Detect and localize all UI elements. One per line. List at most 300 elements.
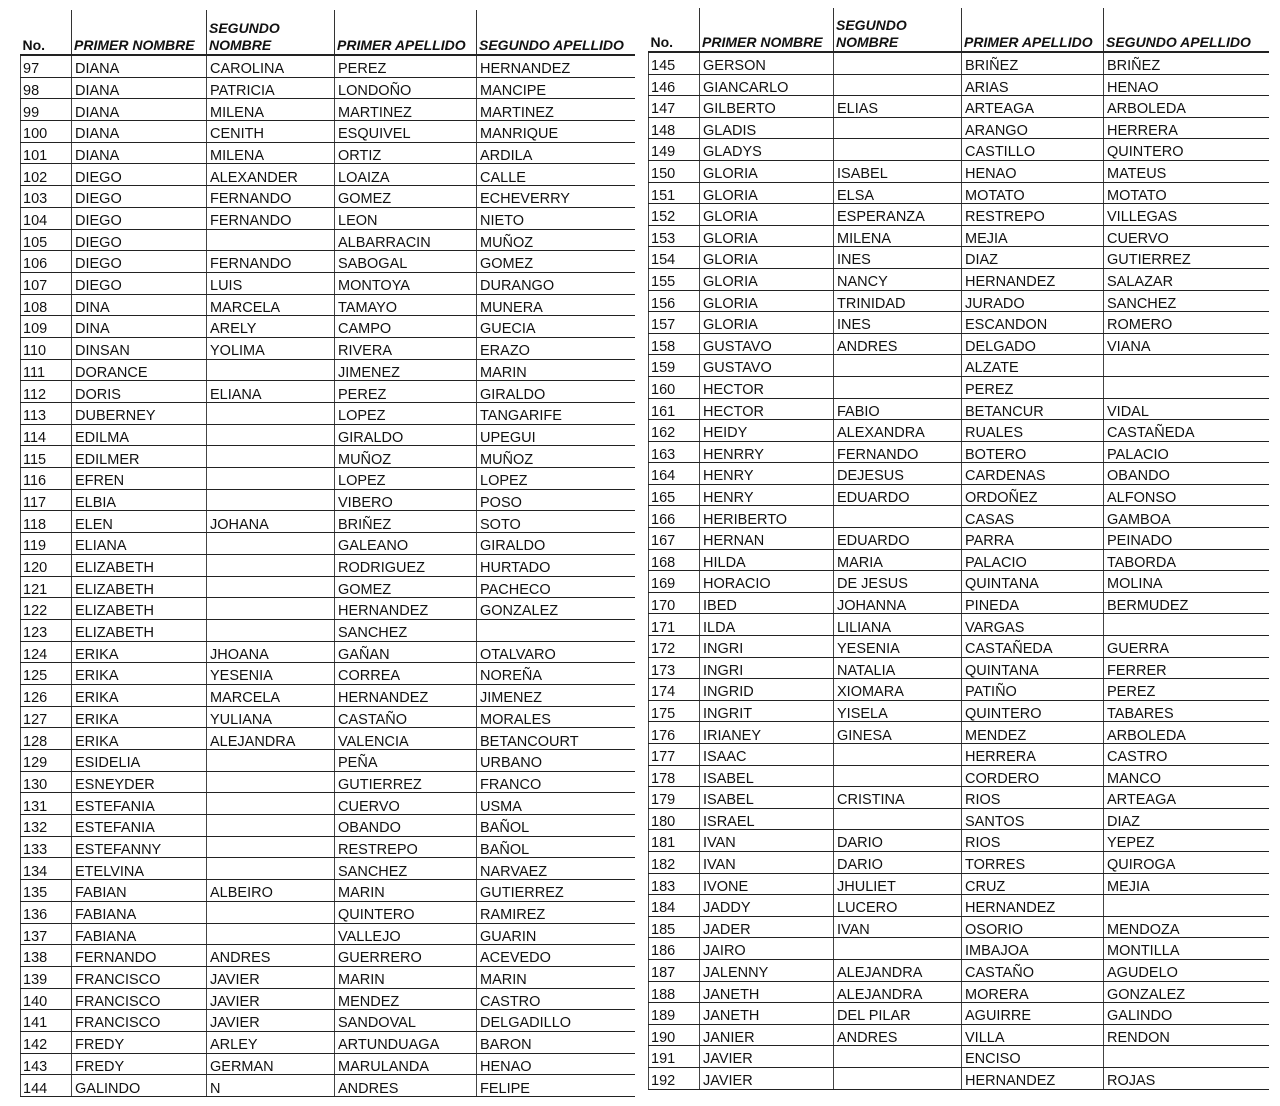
table-row: [649, 895, 1269, 917]
cell-segundo-nombre: MILENA: [207, 99, 335, 121]
cell-segundo-apellido: TABORDA: [1104, 549, 1269, 571]
table-row: [21, 880, 635, 902]
cell-segundo-nombre: FERNANDO: [207, 251, 335, 273]
table-row: [21, 489, 635, 511]
cell-no: 152: [649, 204, 700, 226]
cell-no: 165: [649, 484, 700, 506]
header-segundo-apellido: SEGUNDO APELLIDO: [1104, 8, 1269, 52]
cell-primer-nombre: DIANA: [72, 99, 207, 121]
cell-segundo-nombre: JAVIER: [207, 966, 335, 988]
cell-segundo-apellido: GUARIN: [477, 923, 635, 945]
cell-primer-apellido: MARIN: [335, 880, 477, 902]
cell-primer-apellido: LOPEZ: [335, 468, 477, 490]
cell-segundo-nombre: INES: [834, 247, 962, 269]
cell-primer-nombre: ERIKA: [72, 684, 207, 706]
cell-segundo-apellido: MEJIA: [1104, 873, 1269, 895]
table-row: [649, 139, 1269, 161]
cell-primer-nombre: HILDA: [700, 549, 834, 571]
table-row: [21, 641, 635, 663]
cell-segundo-nombre: ALEJANDRA: [207, 728, 335, 750]
table-row: [649, 700, 1269, 722]
cell-no: 138: [21, 945, 72, 967]
cell-primer-apellido: MENDEZ: [335, 988, 477, 1010]
cell-segundo-nombre: ANDRES: [207, 945, 335, 967]
cell-segundo-nombre: [207, 424, 335, 446]
cell-segundo-apellido: NIETO: [477, 207, 635, 229]
cell-primer-apellido: GUTIERREZ: [335, 771, 477, 793]
cell-primer-nombre: HENRY: [700, 484, 834, 506]
cell-segundo-nombre: [207, 793, 335, 815]
cell-segundo-nombre: [207, 750, 335, 772]
cell-segundo-apellido: FRANCO: [477, 771, 635, 793]
cell-primer-nombre: GUSTAVO: [700, 333, 834, 355]
cell-segundo-apellido: OTALVARO: [477, 641, 635, 663]
cell-primer-apellido: QUINTERO: [335, 901, 477, 923]
cell-primer-apellido: BRIÑEZ: [962, 52, 1104, 74]
table-row: [21, 511, 635, 533]
table-row: [649, 333, 1269, 355]
cell-segundo-apellido: ARBOLEDA: [1104, 96, 1269, 118]
cell-primer-apellido: ALBARRACIN: [335, 229, 477, 251]
cell-no: 100: [21, 121, 72, 143]
cell-segundo-apellido: DURANGO: [477, 272, 635, 294]
table-row: [21, 750, 635, 772]
cell-primer-apellido: HENAO: [962, 160, 1104, 182]
cell-primer-nombre: HERIBERTO: [700, 506, 834, 528]
cell-primer-nombre: ESTEFANNY: [72, 836, 207, 858]
cell-primer-nombre: DINA: [72, 316, 207, 338]
table-row: [21, 771, 635, 793]
cell-primer-apellido: QUINTANA: [962, 657, 1104, 679]
cell-segundo-apellido: OBANDO: [1104, 463, 1269, 485]
cell-segundo-apellido: USMA: [477, 793, 635, 815]
cell-primer-apellido: CORREA: [335, 663, 477, 685]
cell-primer-nombre: ISRAEL: [700, 808, 834, 830]
cell-segundo-nombre: FERNANDO: [207, 207, 335, 229]
cell-segundo-apellido: PEREZ: [1104, 679, 1269, 701]
table-row: [649, 938, 1269, 960]
cell-segundo-nombre: DE JESUS: [834, 571, 962, 593]
cell-primer-nombre: DIANA: [72, 77, 207, 99]
cell-segundo-apellido: MARTINEZ: [477, 99, 635, 121]
cell-no: 108: [21, 294, 72, 316]
cell-no: 139: [21, 966, 72, 988]
cell-primer-nombre: DINSAN: [72, 337, 207, 359]
cell-primer-apellido: TAMAYO: [335, 294, 477, 316]
cell-no: 181: [649, 830, 700, 852]
cell-segundo-apellido: GAMBOA: [1104, 506, 1269, 528]
cell-primer-nombre: FABIANA: [72, 901, 207, 923]
table-row: [649, 571, 1269, 593]
cell-no: 188: [649, 981, 700, 1003]
cell-segundo-apellido: GOMEZ: [477, 251, 635, 273]
cell-no: 171: [649, 614, 700, 636]
cell-no: 162: [649, 420, 700, 442]
cell-no: 147: [649, 96, 700, 118]
cell-primer-apellido: RIOS: [962, 787, 1104, 809]
cell-primer-apellido: BETANCUR: [962, 398, 1104, 420]
header-no: No.: [21, 10, 72, 55]
cell-no: 103: [21, 186, 72, 208]
cell-no: 183: [649, 873, 700, 895]
table-row: [21, 121, 635, 143]
header-segundo-nombre-line2: NOMBRE: [836, 34, 899, 50]
cell-primer-nombre: ESTEFANIA: [72, 793, 207, 815]
cell-no: 157: [649, 312, 700, 334]
cell-segundo-nombre: [207, 359, 335, 381]
table-row: [649, 614, 1269, 636]
cell-segundo-nombre: JOHANNA: [834, 592, 962, 614]
cell-no: 111: [21, 359, 72, 381]
cell-primer-nombre: HERNAN: [700, 528, 834, 550]
cell-segundo-nombre: YULIANA: [207, 706, 335, 728]
table-row: [21, 988, 635, 1010]
cell-primer-apellido: VALENCIA: [335, 728, 477, 750]
cell-primer-nombre: GUSTAVO: [700, 355, 834, 377]
cell-segundo-apellido: QUINTERO: [1104, 139, 1269, 161]
cell-segundo-apellido: MANRIQUE: [477, 121, 635, 143]
cell-segundo-apellido: GUTIERREZ: [477, 880, 635, 902]
cell-segundo-nombre: MARCELA: [207, 684, 335, 706]
cell-primer-nombre: FERNANDO: [72, 945, 207, 967]
cell-no: 186: [649, 938, 700, 960]
cell-primer-nombre: HENRY: [700, 463, 834, 485]
left-name-table: [20, 10, 635, 1097]
cell-no: 169: [649, 571, 700, 593]
cell-no: 116: [21, 468, 72, 490]
cell-segundo-nombre: ALEJANDRA: [834, 981, 962, 1003]
cell-primer-nombre: DIEGO: [72, 207, 207, 229]
cell-no: 164: [649, 463, 700, 485]
cell-segundo-apellido: HERNANDEZ: [477, 55, 635, 77]
cell-primer-nombre: ILDA: [700, 614, 834, 636]
cell-primer-apellido: GUERRERO: [335, 945, 477, 967]
cell-primer-nombre: FREDY: [72, 1031, 207, 1053]
cell-primer-apellido: PALACIO: [962, 549, 1104, 571]
cell-primer-apellido: SANCHEZ: [335, 619, 477, 641]
cell-primer-apellido: RUALES: [962, 420, 1104, 442]
cell-segundo-apellido: CASTRO: [1104, 744, 1269, 766]
table-row: [21, 598, 635, 620]
cell-segundo-nombre: DEJESUS: [834, 463, 962, 485]
cell-segundo-nombre: ALEXANDRA: [834, 420, 962, 442]
cell-primer-apellido: CRUZ: [962, 873, 1104, 895]
cell-primer-nombre: HORACIO: [700, 571, 834, 593]
table-row: [21, 99, 635, 121]
cell-segundo-nombre: CRISTINA: [834, 787, 962, 809]
cell-primer-apellido: DIAZ: [962, 247, 1104, 269]
cell-segundo-apellido: GUTIERREZ: [1104, 247, 1269, 269]
cell-no: 118: [21, 511, 72, 533]
table-row: [649, 636, 1269, 658]
cell-primer-apellido: LONDOÑO: [335, 77, 477, 99]
cell-primer-apellido: HERNANDEZ: [962, 1067, 1104, 1089]
cell-primer-nombre: JAVIER: [700, 1067, 834, 1089]
cell-no: 104: [21, 207, 72, 229]
cell-segundo-nombre: DARIO: [834, 830, 962, 852]
cell-primer-apellido: CORDERO: [962, 765, 1104, 787]
table-row: [649, 247, 1269, 269]
cell-primer-nombre: GLORIA: [700, 312, 834, 334]
cell-no: 141: [21, 1010, 72, 1032]
table-row: [21, 1010, 635, 1032]
cell-no: 190: [649, 1024, 700, 1046]
cell-primer-nombre: EDILMER: [72, 446, 207, 468]
cell-no: 137: [21, 923, 72, 945]
table-row: [649, 808, 1269, 830]
cell-segundo-nombre: ALBEIRO: [207, 880, 335, 902]
table-row: [21, 77, 635, 99]
cell-primer-nombre: JAVIER: [700, 1046, 834, 1068]
cell-segundo-nombre: [834, 938, 962, 960]
cell-no: 134: [21, 858, 72, 880]
cell-primer-apellido: LOPEZ: [335, 403, 477, 425]
cell-segundo-nombre: N: [207, 1075, 335, 1097]
cell-segundo-apellido: AGUDELO: [1104, 959, 1269, 981]
cell-primer-apellido: SABOGAL: [335, 251, 477, 273]
cell-primer-apellido: SANCHEZ: [335, 858, 477, 880]
cell-primer-nombre: HECTOR: [700, 376, 834, 398]
cell-segundo-apellido: MOTATO: [1104, 182, 1269, 204]
cell-segundo-apellido: NOREÑA: [477, 663, 635, 685]
cell-primer-nombre: EDILMA: [72, 424, 207, 446]
cell-segundo-nombre: [834, 74, 962, 96]
cell-segundo-apellido: CASTRO: [477, 988, 635, 1010]
cell-no: 176: [649, 722, 700, 744]
cell-primer-nombre: DORANCE: [72, 359, 207, 381]
table-row: [21, 142, 635, 164]
cell-segundo-nombre: ANDRES: [834, 333, 962, 355]
cell-segundo-nombre: MILENA: [207, 142, 335, 164]
cell-segundo-apellido: [1104, 1046, 1269, 1068]
cell-segundo-apellido: LOPEZ: [477, 468, 635, 490]
cell-segundo-apellido: HENAO: [477, 1053, 635, 1075]
cell-no: 123: [21, 619, 72, 641]
cell-primer-apellido: LEON: [335, 207, 477, 229]
table-row: [21, 901, 635, 923]
cell-no: 117: [21, 489, 72, 511]
table-row: [649, 549, 1269, 571]
cell-primer-nombre: DINA: [72, 294, 207, 316]
cell-no: 109: [21, 316, 72, 338]
cell-segundo-nombre: [834, 765, 962, 787]
cell-no: 135: [21, 880, 72, 902]
cell-segundo-nombre: [207, 836, 335, 858]
cell-primer-apellido: MEJIA: [962, 225, 1104, 247]
cell-segundo-nombre: LUCERO: [834, 895, 962, 917]
cell-primer-nombre: DORIS: [72, 381, 207, 403]
cell-primer-apellido: AGUIRRE: [962, 1003, 1104, 1025]
cell-segundo-apellido: GONZALEZ: [477, 598, 635, 620]
cell-primer-apellido: BRIÑEZ: [335, 511, 477, 533]
table-row: [21, 164, 635, 186]
cell-primer-nombre: HEIDY: [700, 420, 834, 442]
cell-no: 131: [21, 793, 72, 815]
cell-no: 191: [649, 1046, 700, 1068]
cell-segundo-nombre: JAVIER: [207, 1010, 335, 1032]
cell-segundo-apellido: BERMUDEZ: [1104, 592, 1269, 614]
table-row: [649, 182, 1269, 204]
table-row: [21, 359, 635, 381]
cell-segundo-nombre: YESENIA: [834, 636, 962, 658]
header-segundo-apellido: SEGUNDO APELLIDO: [477, 10, 635, 55]
cell-no: 151: [649, 182, 700, 204]
cell-segundo-nombre: [834, 1046, 962, 1068]
cell-segundo-nombre: ARELY: [207, 316, 335, 338]
cell-primer-apellido: OSORIO: [962, 916, 1104, 938]
cell-primer-apellido: IMBAJOA: [962, 938, 1104, 960]
table-row: [21, 815, 635, 837]
cell-primer-nombre: JAIRO: [700, 938, 834, 960]
cell-segundo-nombre: ISABEL: [834, 160, 962, 182]
table-row: [21, 381, 635, 403]
cell-no: 130: [21, 771, 72, 793]
cell-no: 192: [649, 1067, 700, 1089]
table-row: [21, 272, 635, 294]
cell-segundo-nombre: FERNANDO: [207, 186, 335, 208]
cell-segundo-nombre: [207, 619, 335, 641]
cell-segundo-apellido: BETANCOURT: [477, 728, 635, 750]
cell-segundo-apellido: MATEUS: [1104, 160, 1269, 182]
cell-segundo-apellido: MUÑOZ: [477, 229, 635, 251]
cell-primer-apellido: RIVERA: [335, 337, 477, 359]
cell-no: 120: [21, 554, 72, 576]
cell-segundo-apellido: PACHECO: [477, 576, 635, 598]
cell-primer-nombre: ELIZABETH: [72, 576, 207, 598]
cell-segundo-apellido: [1104, 355, 1269, 377]
cell-segundo-apellido: FELIPE: [477, 1075, 635, 1097]
cell-segundo-nombre: [207, 901, 335, 923]
cell-segundo-nombre: ELIAS: [834, 96, 962, 118]
cell-segundo-apellido: ROJAS: [1104, 1067, 1269, 1089]
cell-primer-apellido: MENDEZ: [962, 722, 1104, 744]
cell-primer-nombre: ELEN: [72, 511, 207, 533]
cell-primer-apellido: PEÑA: [335, 750, 477, 772]
cell-primer-apellido: ORDOÑEZ: [962, 484, 1104, 506]
cell-no: 140: [21, 988, 72, 1010]
cell-segundo-nombre: DEL PILAR: [834, 1003, 962, 1025]
cell-primer-apellido: ARTUNDUAGA: [335, 1031, 477, 1053]
cell-segundo-nombre: MARIA: [834, 549, 962, 571]
cell-segundo-nombre: LILIANA: [834, 614, 962, 636]
table-row: [21, 1053, 635, 1075]
cell-segundo-nombre: GINESA: [834, 722, 962, 744]
cell-no: 187: [649, 959, 700, 981]
table-row: [21, 424, 635, 446]
cell-segundo-nombre: IVAN: [834, 916, 962, 938]
table-row: [21, 728, 635, 750]
cell-segundo-apellido: BAÑOL: [477, 815, 635, 837]
header-primer-apellido: PRIMER APELLIDO: [962, 8, 1104, 52]
header-segundo-nombre-line2: NOMBRE: [209, 37, 272, 53]
cell-no: 184: [649, 895, 700, 917]
cell-segundo-nombre: ELIANA: [207, 381, 335, 403]
cell-no: 107: [21, 272, 72, 294]
cell-no: 189: [649, 1003, 700, 1025]
cell-primer-nombre: FRANCISCO: [72, 966, 207, 988]
cell-segundo-apellido: QUIROGA: [1104, 851, 1269, 873]
cell-no: 178: [649, 765, 700, 787]
cell-segundo-nombre: NATALIA: [834, 657, 962, 679]
cell-no: 119: [21, 533, 72, 555]
cell-primer-apellido: MARTINEZ: [335, 99, 477, 121]
cell-segundo-apellido: ACEVEDO: [477, 945, 635, 967]
cell-segundo-apellido: SALAZAR: [1104, 268, 1269, 290]
cell-segundo-nombre: [207, 489, 335, 511]
cell-primer-apellido: GALEANO: [335, 533, 477, 555]
cell-segundo-nombre: [207, 468, 335, 490]
cell-segundo-nombre: JAVIER: [207, 988, 335, 1010]
right-name-table: [648, 8, 1269, 1090]
cell-no: 146: [649, 74, 700, 96]
cell-primer-apellido: VILLA: [962, 1024, 1104, 1046]
table-row: [21, 923, 635, 945]
cell-segundo-apellido: ARBOLEDA: [1104, 722, 1269, 744]
table-row: [649, 1003, 1269, 1025]
cell-no: 144: [21, 1075, 72, 1097]
cell-primer-apellido: CASTAÑO: [335, 706, 477, 728]
cell-segundo-apellido: VILLEGAS: [1104, 204, 1269, 226]
cell-primer-apellido: HERNANDEZ: [335, 684, 477, 706]
cell-no: 136: [21, 901, 72, 923]
cell-segundo-nombre: [207, 229, 335, 251]
cell-no: 170: [649, 592, 700, 614]
cell-primer-nombre: DIANA: [72, 142, 207, 164]
table-row: [649, 441, 1269, 463]
cell-primer-apellido: CUERVO: [335, 793, 477, 815]
table-row: [21, 793, 635, 815]
header-primer-apellido: PRIMER APELLIDO: [335, 10, 477, 55]
cell-segundo-apellido: MOLINA: [1104, 571, 1269, 593]
table-row: [21, 294, 635, 316]
cell-segundo-apellido: PALACIO: [1104, 441, 1269, 463]
cell-segundo-nombre: [207, 858, 335, 880]
cell-segundo-nombre: [207, 815, 335, 837]
table-row: [649, 420, 1269, 442]
cell-primer-apellido: CASTILLO: [962, 139, 1104, 161]
cell-segundo-nombre: FABIO: [834, 398, 962, 420]
cell-no: 172: [649, 636, 700, 658]
cell-no: 161: [649, 398, 700, 420]
cell-segundo-nombre: ANDRES: [834, 1024, 962, 1046]
cell-primer-apellido: RESTREPO: [335, 836, 477, 858]
cell-primer-apellido: ORTIZ: [335, 142, 477, 164]
cell-segundo-apellido: GUECIA: [477, 316, 635, 338]
cell-no: 173: [649, 657, 700, 679]
cell-segundo-apellido: MARIN: [477, 966, 635, 988]
cell-primer-nombre: EFREN: [72, 468, 207, 490]
table-row: [649, 74, 1269, 96]
cell-primer-nombre: JANETH: [700, 1003, 834, 1025]
table-row: [21, 446, 635, 468]
cell-segundo-nombre: JOHANA: [207, 511, 335, 533]
cell-primer-nombre: ISAAC: [700, 744, 834, 766]
cell-segundo-apellido: MARIN: [477, 359, 635, 381]
cell-segundo-apellido: PEINADO: [1104, 528, 1269, 550]
cell-segundo-nombre: [834, 506, 962, 528]
cell-no: 125: [21, 663, 72, 685]
cell-primer-nombre: INGRI: [700, 657, 834, 679]
cell-no: 126: [21, 684, 72, 706]
cell-primer-nombre: ERIKA: [72, 728, 207, 750]
cell-segundo-apellido: MANCO: [1104, 765, 1269, 787]
cell-segundo-nombre: [207, 771, 335, 793]
cell-segundo-nombre: ELSA: [834, 182, 962, 204]
cell-no: 148: [649, 117, 700, 139]
table-row: [21, 966, 635, 988]
cell-primer-nombre: IVONE: [700, 873, 834, 895]
cell-primer-nombre: DIEGO: [72, 229, 207, 251]
